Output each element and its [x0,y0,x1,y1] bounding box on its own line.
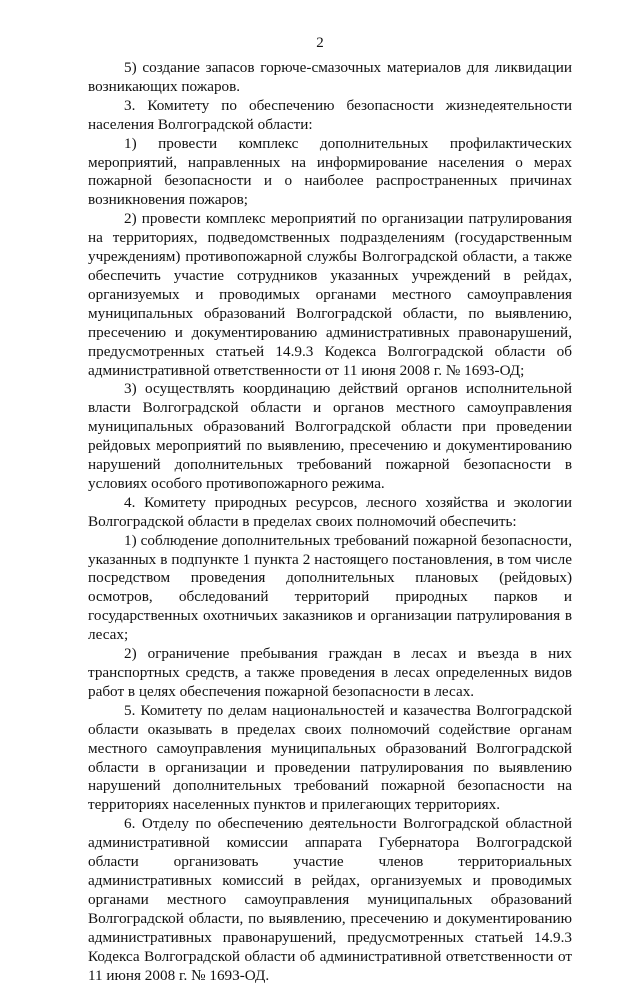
paragraph-section-4: 4. Комитету природных ресурсов, лесного хозяйства и экологии Волгоградской области в пределах своих полномочий обеспечить: [88,493,572,530]
paragraph-item-4-1: 1) соблюдение дополнительных требований пожарной безопасности, указанных в подпункте 1 пункта 2 настоящего постановления, в том числе посредством проведения дополнительных плановых (рейдовых) осмотров, обследований территорий природных парков и государственных охотничьих заказников и организации патрулирования в лесах; [88,531,572,644]
paragraph-item-3-1: 1) провести комплекс дополнительных профилактических мероприятий, направленных на информирование населения о мерах пожарной безопасности и о наиболее распространенных причинах возникновения пожаров; [88,134,572,209]
paragraph-item-3-2: 2) провести комплекс мероприятий по организации патрулирования на территориях, подведомственных подразделениям (государственным учреждениям) противопожарной службы Волгоградской области, а также обеспечить участие сотрудников указанных учреждений в рейдах, организуемых и проводимых органами местного самоуправления муниципальных образований Волгоградской области, по выявлению, пресечению и документированию административных правонарушений, предусмотренных статьей 14.9.3 Кодекса Волгоградской области об административной ответственности от 11 июня 2008 г. № 1693-ОД; [88,210,572,379]
paragraph-section-5: 5. Комитету по делам национальностей и казачества Волгоградской области оказывать в пределах своих полномочий содействие органам местного самоуправления муниципальных образований Волгоградской области в организации и проведении патрулирования по выявлению нарушений дополнительных требований пожарной безопасности на территориях населенных пунктов и прилегающих территориях. [88,701,572,814]
paragraph-item-4-2: 2) ограничение пребывания граждан в лесах и въезда в них транспортных средств, а также проведения в лесах определенных видов работ в целях обеспечения пожарной безопасности в лесах. [88,645,572,700]
paragraph-section-3: 3. Комитету по обеспечению безопасности жизнедеятельности населения Волгоградской области: [88,96,572,133]
paragraph-section-6: 6. Отделу по обеспечению деятельности Волгоградской областной административной комиссии аппарата Губернатора Волгоградской области организовать участие членов территориальных административных комиссий в рейдах, организуемых и проводимых органами местного самоуправления муниципальных образований Волгоградской области, по выявлению, пресечению и документированию административных правонарушений, предусмотренных статьей 14.9.3 Кодекса Волгоградской области об административной ответственности от 11 июня 2008 г. № 1693-ОД. [88,815,572,984]
paragraph-item-3-3: 3) осуществлять координацию действий органов исполнительной власти Волгоградской области и органов местного самоуправления муниципальных образований Волгоградской области при проведении рейдовых мероприятий по выявлению, пресечению и документированию нарушений дополнительных требований пожарной безопасности в условиях особого противопожарного режима. [88,380,572,492]
paragraph-item-2-5: 5) создание запасов горюче-смазочных материалов для ликвидации возникающих пожаров. [88,59,572,95]
document-body [88,59,572,985]
page-number: 2 [316,35,324,51]
